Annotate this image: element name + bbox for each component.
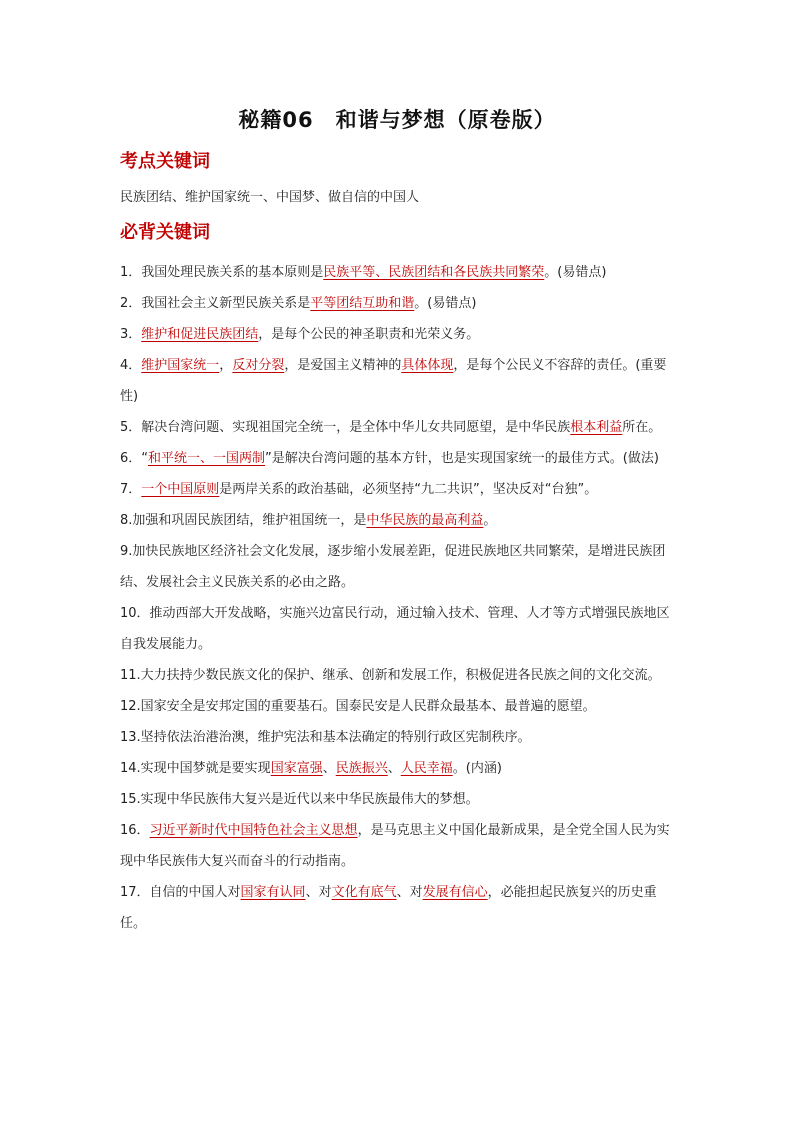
- item-text: 是两岸关系的政治基础，必须坚持“九二共识”，坚决反对“台独”。: [219, 482, 598, 497]
- item-text: ，是每个公民义不容辞的责任。(重要性): [120, 358, 667, 404]
- section-heading-exam-keywords: 考点关键词: [120, 151, 210, 172]
- list-item: [120, 753, 676, 784]
- list-item: [120, 815, 676, 877]
- item-text: 4．: [120, 358, 142, 373]
- item-text: 6．“: [120, 451, 149, 466]
- item-text: 。(易错点): [414, 296, 477, 311]
- highlight-keyword: 反对分裂: [232, 358, 285, 373]
- keyword-list: 民族团结、维护国家统一、中国梦、做自信的中国人: [120, 190, 420, 205]
- item-text: 7．: [120, 482, 142, 497]
- list-item: [120, 412, 676, 443]
- highlight-keyword: 人民幸福: [400, 761, 453, 776]
- list-item: [120, 598, 676, 660]
- item-text: 17．自信的中国人对: [120, 885, 241, 900]
- list-item: [120, 660, 676, 691]
- highlight-keyword: 具体体现: [401, 358, 454, 373]
- item-text: 3．: [120, 327, 142, 342]
- item-text: 、: [387, 761, 401, 776]
- highlight-keyword: 国家有认同: [240, 885, 306, 900]
- item-text: ，是爱国主义精神的: [284, 358, 402, 373]
- list-item: [120, 288, 676, 319]
- item-text: ，: [219, 358, 233, 373]
- highlight-keyword: 民族平等、民族团结和各民族共同繁荣: [323, 265, 545, 280]
- highlight-keyword: 平等团结互助和谐: [310, 296, 415, 311]
- item-text: 15.实现中华民族伟大复兴是近代以来中华民族最伟大的梦想。: [120, 792, 479, 807]
- list-item: [120, 536, 676, 598]
- list-item: [120, 505, 676, 536]
- item-text: 9.加快民族地区经济社会文化发展，逐步缩小发展差距，促进民族地区共同繁荣，是增进民族团结、发展社会主义民族关系的必由之路。: [120, 544, 666, 590]
- item-text: 14.实现中国梦就是要实现: [120, 761, 271, 776]
- list-item: [120, 474, 676, 505]
- item-text: 。: [483, 513, 497, 528]
- highlight-keyword: 文化有底气: [331, 885, 397, 900]
- list-item: [120, 722, 676, 753]
- highlight-keyword: 发展有信心: [422, 885, 488, 900]
- highlight-keyword: 根本利益: [570, 420, 623, 435]
- list-item: [120, 784, 676, 815]
- item-text: ，是每个公民的神圣职责和光荣义务。: [258, 327, 480, 342]
- list-item: [120, 319, 676, 350]
- highlight-keyword: 维护和促进民族团结: [141, 327, 259, 342]
- item-text: 1．我国处理民族关系的基本原则是: [120, 265, 324, 280]
- item-text: 。(易错点): [544, 265, 607, 280]
- keyword-items-list: [120, 257, 676, 939]
- list-item: [120, 257, 676, 288]
- item-text: 、对: [305, 885, 332, 900]
- page-title: 秘籍06 和谐与梦想（原卷版）: [238, 108, 556, 132]
- item-text: 、: [322, 761, 336, 776]
- section-heading-must-memorize: 必背关键词: [120, 222, 210, 243]
- item-text: 所在。: [622, 420, 662, 435]
- highlight-keyword: 维护国家统一: [141, 358, 220, 373]
- item-text: ”是解决台湾问题的基本方针，也是实现国家统一的最佳方式。(做法): [265, 451, 659, 466]
- highlight-keyword: 习近平新时代中国特色社会主义思想: [149, 823, 358, 838]
- highlight-keyword: 和平统一、一国两制: [148, 451, 266, 466]
- item-text: 5．解决台湾问题、实现祖国完全统一，是全体中华儿女共同愿望，是中华民族: [120, 420, 571, 435]
- highlight-keyword: 中华民族的最高利益: [366, 513, 484, 528]
- item-text: 11.大力扶持少数民族文化的保护、继承、创新和发展工作，积极促进各民族之间的文化交流。: [120, 668, 661, 683]
- item-text: 。(内涵): [452, 761, 502, 776]
- item-text: 2．我国社会主义新型民族关系是: [120, 296, 311, 311]
- list-item: [120, 350, 676, 412]
- highlight-keyword: 国家富强: [270, 761, 323, 776]
- highlight-keyword: 一个中国原则: [141, 482, 220, 497]
- list-item: [120, 443, 676, 474]
- item-text: 8.加强和巩固民族团结，维护祖国统一，是: [120, 513, 367, 528]
- list-item: [120, 691, 676, 722]
- item-text: 10．推动西部大开发战略，实施兴边富民行动，通过输入技术、管理、人才等方式增强民族地区自我发展能力。: [120, 606, 670, 652]
- item-text: ，必能担起民族复兴的历史重任。: [120, 885, 657, 931]
- highlight-keyword: 民族振兴: [335, 761, 388, 776]
- item-text: 13.坚持依法治港治澳，维护宪法和基本法确定的特别行政区宪制秩序。: [120, 730, 531, 745]
- item-text: 12.国家安全是安邦定国的重要基石。国泰民安是人民群众最基本、最普遍的愿望。: [120, 699, 596, 714]
- item-text: ，是马克思主义中国化最新成果，是全党全国人民为实现中华民族伟大复兴而奋斗的行动指南。: [120, 823, 670, 869]
- item-text: 、对: [396, 885, 423, 900]
- list-item: [120, 877, 676, 939]
- item-text: 16．: [120, 823, 150, 838]
